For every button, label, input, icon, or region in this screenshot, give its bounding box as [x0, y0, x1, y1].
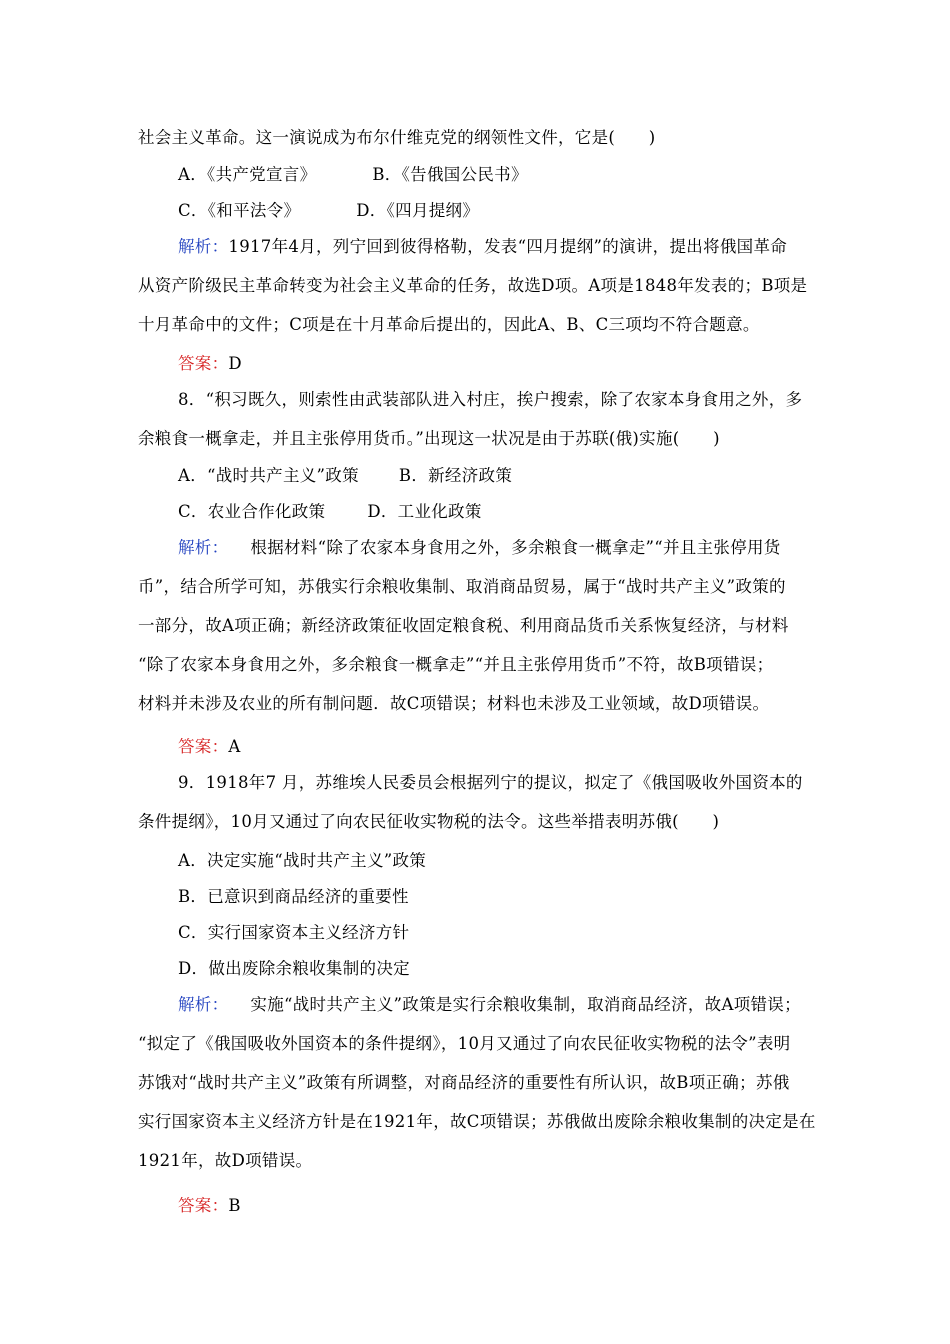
q9-stem-line: 条件提纲》，10月又通过了向农民征收实物税的法令。这些举措表明苏俄( ) — [138, 812, 720, 831]
q9-analysis-line: 苏饿对“战时共产主义”政策有所调整，对商品经济的重要性有所认识，故B项正确；苏俄 — [138, 1073, 790, 1092]
q9-analysis-label: 解析： — [178, 995, 229, 1014]
q7-answer-value: D — [228, 354, 242, 373]
q9-option-c: C．实行国家资本主义经济方针 — [178, 923, 410, 942]
q8-option-c: C．农业合作化政策 — [178, 502, 326, 521]
q7-options-row-1 — [178, 163, 528, 187]
q8-answer-label: 答案： — [178, 737, 229, 756]
q9-analysis-line — [178, 993, 801, 1017]
q9-option-d: D．做出废除余粮收集制的决定 — [178, 959, 410, 978]
q8-option-a: A．“战时共产主义”政策 — [178, 466, 359, 485]
q8-stem-line: 余粮食一概拿走，并且主张停用货币。”出现这一状况是由于苏联(俄)实施( ) — [138, 429, 720, 448]
q7-answer-label: 答案： — [178, 354, 229, 373]
q8-option-d: D．工业化政策 — [367, 502, 482, 521]
q7-option-c: C．《和平法令》 — [178, 201, 301, 220]
q7-stem-line: 社会主义革命。这一演说成为布尔什维克党的纲领性文件，它是( ) — [138, 128, 656, 147]
q8-answer-value: A — [228, 737, 241, 756]
q8-stem-line: 8．“积习既久，则索性由武装部队进入村庄，挨户搜索，除了农家本身食用之外，多 — [178, 390, 803, 409]
q7-option-b: B．《告俄国公民书》 — [372, 165, 528, 184]
q9-answer-value: B — [228, 1196, 241, 1215]
q9-analysis-line: 实行国家资本主义经济方针是在1921年，故C项错误；苏俄做出废除余粮收集制的决定是在 — [138, 1112, 816, 1131]
q8-analysis-line: “除了农家本身食用之外，多余粮食一概拿走”“并且主张停用货币”不符，故B项错误； — [138, 655, 774, 674]
q7-analysis-text: 1917年4月，列宁回到彼得格勒，发表“四月提纲”的演讲，提出将俄国革命 — [228, 237, 788, 256]
q8-analysis-line: 币”，结合所学可知，苏俄实行余粮收集制、取消商品贸易，属于“战时共产主义”政策的 — [138, 577, 786, 596]
q8-answer — [178, 735, 241, 759]
q9-option-a: A．决定实施“战时共产主义”政策 — [178, 851, 427, 870]
q7-analysis-line: 十月革命中的文件；C项是在十月革命后提出的，因此A、B、C三项均不符合题意。 — [138, 315, 760, 334]
q9-analysis-text: 实施“战时共产主义”政策是实行余粮收集制，取消商品经济，故A项错误； — [250, 995, 801, 1014]
q8-options-row-2 — [178, 500, 482, 524]
q9-analysis-line: 1921年，故D项错误。 — [138, 1151, 313, 1170]
q7-options-row-2 — [178, 199, 479, 223]
q7-analysis-line: 从资产阶级民主革命转变为社会主义革命的任务，故选D项。A项是1848年发表的；B项是 — [138, 276, 808, 295]
q8-analysis-line — [178, 536, 781, 560]
q9-answer-label: 答案： — [178, 1196, 229, 1215]
q8-analysis-line: 一部分，故A项正确；新经济政策征收固定粮食税、利用商品货币关系恢复经济，与材料 — [138, 616, 789, 635]
q7-analysis-label: 解析： — [178, 237, 229, 256]
q8-option-b: B．新经济政策 — [398, 466, 513, 485]
q7-option-d: D．《四月提纲》 — [356, 201, 480, 220]
q8-analysis-line: 材料并未涉及农业的所有制问题．故C项错误；材料也未涉及工业领域，故D项错误。 — [138, 694, 770, 713]
q8-analysis-text: 根据材料“除了农家本身食用之外，多余粮食一概拿走”“并且主张停用货 — [250, 538, 781, 557]
q7-analysis-line — [178, 235, 787, 259]
q9-stem-line: 9．1918年7 月，苏维埃人民委员会根据列宁的提议，拟定了《俄国吸收外国资本的 — [178, 773, 803, 792]
q7-option-a: A．《共产党宣言》 — [178, 165, 317, 184]
q8-options-row-1 — [178, 464, 512, 488]
q9-analysis-line: “拟定了《俄国吸收外国资本的条件提纲》，10月又通过了向农民征收实物税的法令”表明 — [138, 1034, 791, 1053]
q8-analysis-label: 解析： — [178, 538, 229, 557]
q9-answer — [178, 1194, 241, 1218]
q9-option-b: B．已意识到商品经济的重要性 — [178, 887, 409, 906]
q7-answer — [178, 352, 242, 376]
